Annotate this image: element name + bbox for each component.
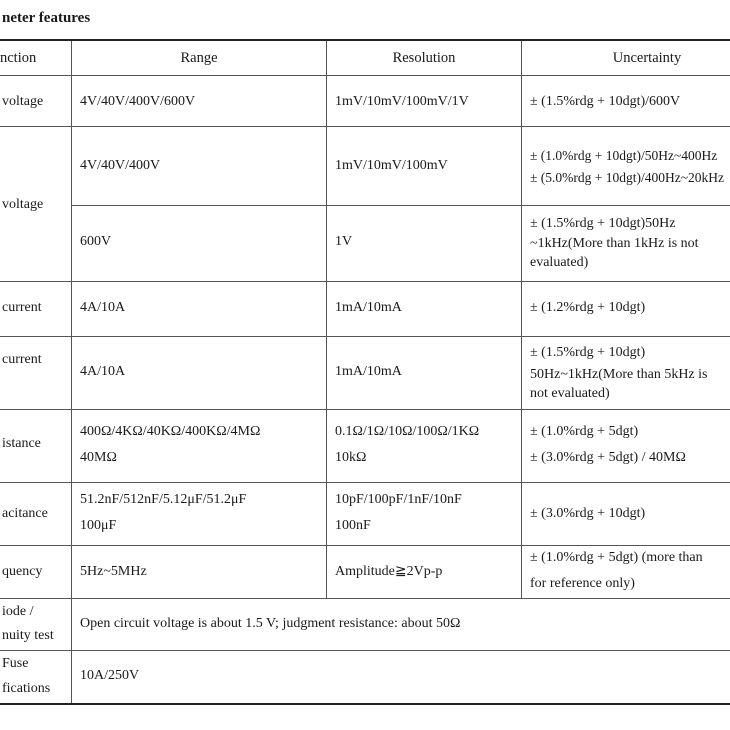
resolution-resistance-1: 0.1Ω/1Ω/10Ω/100Ω/1KΩ: [335, 424, 480, 439]
table-bottom-rule: [0, 703, 730, 705]
range-resistance-1: 400Ω/4KΩ/40KΩ/400KΩ/4MΩ: [80, 424, 261, 439]
table-top-rule: [0, 39, 730, 41]
uncertainty-ac-voltage-b-2: ~1kHz(More than 1kHz is not: [530, 236, 699, 251]
row-divider: [0, 126, 730, 127]
uncertainty-ac-current-2: 50Hz~1kHz(More than 5kHz is: [530, 367, 708, 382]
uncertainty-frequency-1: ± (1.0%rdg + 5dgt) (more than: [530, 550, 703, 565]
resolution-dc-current: 1mA/10mA: [335, 300, 402, 315]
column-divider: [521, 41, 522, 598]
function-ac-voltage: voltage: [2, 197, 44, 212]
resolution-ac-voltage-b: 1V: [335, 234, 353, 249]
row-divider: [0, 650, 730, 651]
range-dc-voltage: 4V/40V/400V/600V: [80, 94, 196, 109]
resolution-capacitance-1: 10pF/100pF/1nF/10nF: [335, 492, 462, 507]
row-divider: [0, 598, 730, 599]
row-divider: [0, 545, 730, 546]
function-resistance: istance: [2, 436, 41, 451]
column-divider: [326, 41, 327, 598]
row-divider: [0, 75, 730, 76]
row-divider: [0, 336, 730, 337]
function-capacitance: acitance: [2, 506, 48, 521]
function-diode-1: iode /: [2, 604, 34, 619]
uncertainty-frequency-2: for reference only): [530, 576, 635, 591]
uncertainty-dc-voltage: ± (1.5%rdg + 10dgt)/600V: [530, 94, 681, 109]
function-fuse-2: fications: [2, 681, 51, 696]
function-dc-current: current: [2, 300, 42, 315]
resolution-ac-current: 1mA/10mA: [335, 364, 402, 379]
uncertainty-resistance-1: ± (1.0%rdg + 5dgt): [530, 424, 639, 439]
uncertainty-resistance-2: ± (3.0%rdg + 5dgt) / 40MΩ: [530, 450, 686, 465]
resolution-resistance-2: 10kΩ: [335, 450, 367, 465]
range-ac-current: 4A/10A: [80, 364, 126, 379]
uncertainty-ac-voltage-a-2: ± (5.0%rdg + 10dgt)/400Hz~20kHz: [530, 170, 725, 185]
column-divider: [71, 41, 72, 703]
range-resistance-2: 40MΩ: [80, 450, 117, 465]
function-ac-current: current: [2, 352, 42, 367]
header-range: Range: [180, 50, 218, 66]
uncertainty-ac-current-1: ± (1.5%rdg + 10dgt): [530, 345, 646, 360]
row-divider: [0, 281, 730, 282]
row-divider: [72, 205, 730, 206]
uncertainty-dc-current: ± (1.2%rdg + 10dgt): [530, 300, 646, 315]
range-ac-voltage-a: 4V/40V/400V: [80, 158, 161, 173]
uncertainty-ac-voltage-b-3: evaluated): [530, 255, 589, 270]
resolution-capacitance-2: 100nF: [335, 518, 371, 533]
function-diode-2: nuity test: [2, 628, 54, 643]
range-ac-voltage-b: 600V: [80, 234, 112, 249]
range-capacitance-2: 100μF: [80, 518, 117, 533]
range-frequency: 5Hz~5MHz: [80, 564, 147, 579]
uncertainty-ac-current-3: not evaluated): [530, 386, 610, 401]
row-divider: [0, 482, 730, 483]
uncertainty-ac-voltage-b-1: ± (1.5%rdg + 10dgt)50Hz: [530, 216, 676, 231]
row-divider: [0, 409, 730, 410]
resolution-frequency: Amplitude≧2Vp-p: [335, 564, 443, 579]
header-function: nction: [0, 50, 37, 66]
fuse-specification: 10A/250V: [80, 668, 140, 683]
range-dc-current: 4A/10A: [80, 300, 126, 315]
resolution-dc-voltage: 1mV/10mV/100mV/1V: [335, 94, 469, 109]
header-uncertainty: Uncertainty: [612, 50, 682, 66]
header-resolution: Resolution: [392, 50, 456, 66]
uncertainty-ac-voltage-a-1: ± (1.0%rdg + 10dgt)/50Hz~400Hz: [530, 148, 718, 163]
range-capacitance-1: 51.2nF/512nF/5.12μF/51.2μF: [80, 492, 247, 507]
uncertainty-capacitance: ± (3.0%rdg + 10dgt): [530, 506, 646, 521]
diode-description: Open circuit voltage is about 1.5 V; judgment resistance: about 50Ω: [80, 616, 461, 631]
section-heading: neter features: [2, 10, 91, 26]
resolution-ac-voltage-a: 1mV/10mV/100mV: [335, 158, 448, 173]
function-frequency: quency: [2, 564, 43, 579]
function-dc-voltage: voltage: [2, 94, 44, 109]
function-fuse-1: Fuse: [2, 656, 29, 671]
